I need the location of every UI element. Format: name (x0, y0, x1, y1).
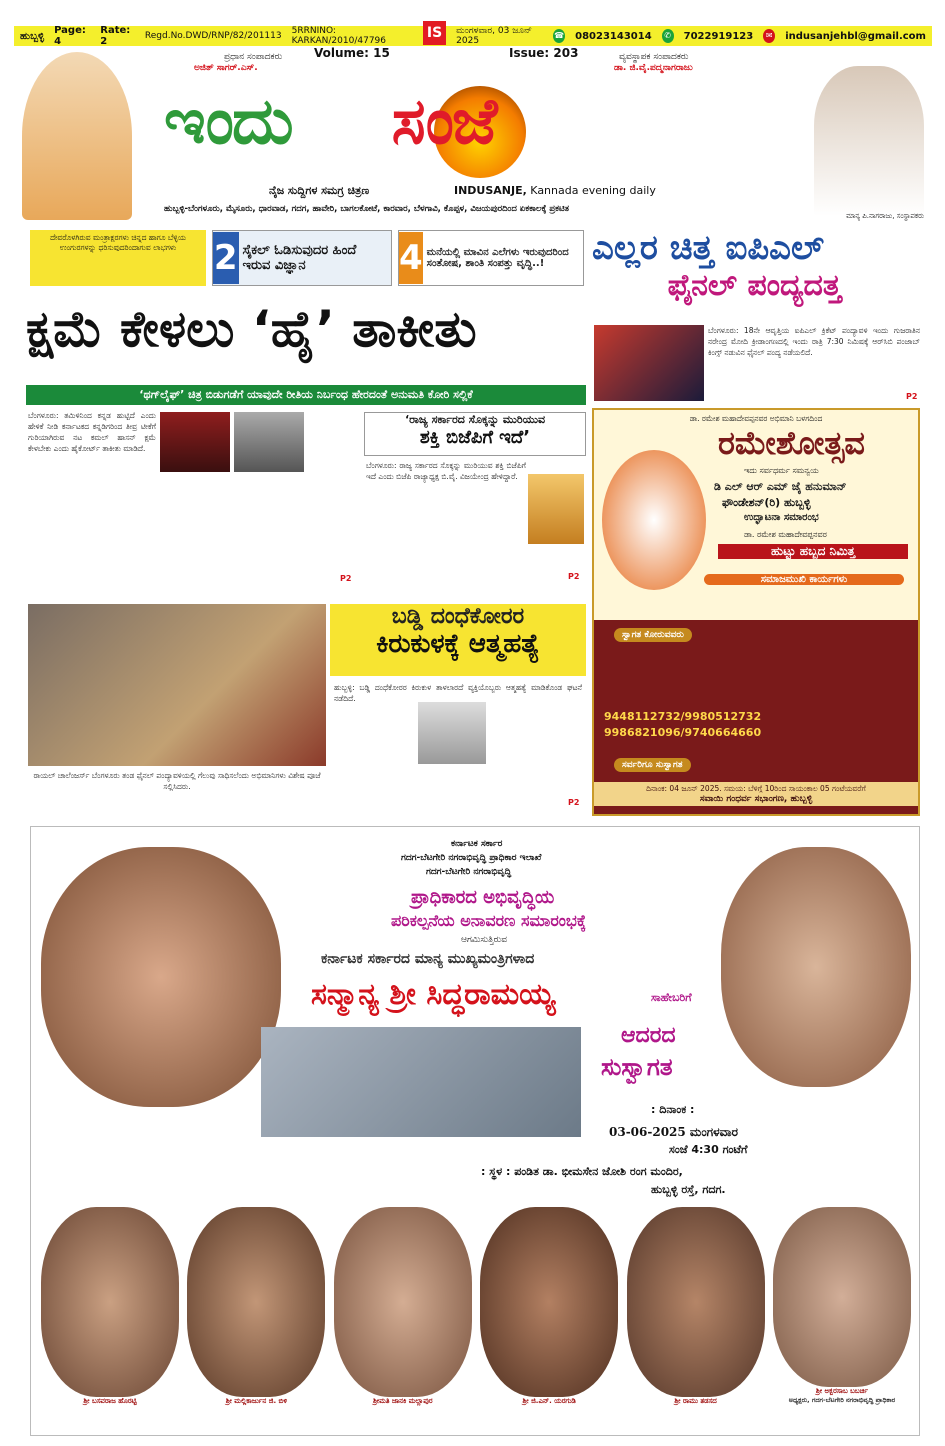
ad-swagata: ಸುಸ್ವಾಗತ (601, 1053, 673, 1081)
leader-1 (41, 1207, 179, 1432)
ramesh-name: ಡಾ. ರಮೇಶ ಮಹಾದೇವಪ್ಪನವರ (744, 530, 827, 539)
ramesh-org-1: ಡಿ ಎಲ್ ಆರ್ ಎಮ್ ಜೈ ಹನುಮಾನ್ (714, 480, 847, 493)
editor-label: ವ್ಯವಸ್ಥಾಪಕ ಸಂಪಾದಕರು (619, 52, 689, 62)
city-label: ಹುಬ್ಬಳ್ಳಿ (20, 30, 45, 42)
ramesh-bday: ಹುಟ್ಟು ಹಬ್ಬದ ನಿಮಿತ್ತ (718, 544, 908, 559)
tagline: ನೈಜ ಸುದ್ದಿಗಳ ಸಮಗ್ರ ಚಿತ್ರಣ (269, 184, 370, 197)
ramesh-welcome: ಸ್ವಾಗತ ಕೋರುವವರು (614, 628, 692, 642)
cm-photo (41, 847, 281, 1107)
teaser-3 (398, 230, 584, 286)
ad-line-4: ಕರ್ನಾಟಕ ಸರ್ಕಾರದ ಮಾನ್ಯ ಮುಖ್ಯಮಂತ್ರಿಗಳಾದ (321, 951, 535, 967)
fans-caption: ರಾಯಲ್ ಚಾಲೆಂಜರ್ಸ್ ಬೆಂಗಳೂರು ತಂಡ ಫೈನಲ್ ಪಂದ್ಯಾವಳಿಯಲ್ಲಿ ಗೆಲುವು ಸಾಧಿಸಲೆಂದು ಅಭಿಮಾನಿಗಳು ವಿಶೇಷ ಪೂಜೆ ಸಲ್ಲಿಸಿದರು. (33, 771, 321, 791)
saint-illustration (22, 52, 132, 220)
rameshotsava-ad (592, 408, 920, 816)
ipl-line-2: ಫೈನಲ್ ಪಂದ್ಯದತ್ತ (667, 268, 842, 303)
loan-headline (330, 604, 586, 676)
leaders-row (41, 1207, 911, 1432)
founder-label: ಪ್ರಧಾನ ಸಂಪಾದಕರು (224, 52, 283, 62)
ramesh-sub: ಇದು ಸರ್ವಧರ್ಮ ಸಮನ್ವಯ (744, 466, 819, 475)
email: indusanjehbl@gmail.com (785, 30, 926, 42)
ramesh-phones-2: 9986821096/9740664660 (604, 726, 762, 739)
leader-1-photo (41, 1207, 179, 1397)
bjp-headline (364, 412, 586, 456)
lead-body: ಬೆಂಗಳೂರು: ತಮಿಳಿನಿಂದ ಕನ್ನಡ ಹುಟ್ಟಿದೆ ಎಂದು ಹೇಳಿಕೆ ನೀಡಿ ಕರ್ನಾಟಕದ ಕನ್ನಡಿಗರಿಂದ ತೀವ್ರ ಟೀಕೆಗೆ ಗುರಿಯಾಗಿರುವ ನಟ ಕಮಲ್ ಹಾಸನ್ ಕ್ಷಮೆ ಕೇಳಬೇಕು ಎಂದು ಹೈಕೋರ್ಟ್ ತಾಕೀತು ಮಾಡಿದೆ. (28, 411, 156, 453)
ramesh-date: ದಿನಾಂಕ: 04 ಜೂನ್ 2025. ಸಮಯ: ಬೆಳಿಗ್ಗೆ 10ರಿಂದ ಸಾಯಂಕಾಲ 05 ಗಂಟೆಯವರೆಗೆ (646, 784, 866, 793)
teaser-2-text: ಸೈಕಲ್ ಓಡಿಸುವುದರ ಹಿಂದೆ ಇರುವ ವಿಜ್ಞಾನ (242, 243, 357, 273)
ad-time: ಸಂಜೆ 4:30 ಗಂಟೆಗೆ (669, 1143, 748, 1156)
page-number: Page: 4 (54, 25, 86, 47)
fans-pooja-photo (28, 604, 326, 766)
ad-venue-2: ಹುಬ್ಬಳ್ಳಿ ರಸ್ತೆ, ಗದಗ. (651, 1183, 726, 1196)
ad-cm-name: ಸನ್ಮಾನ್ಯ ಶ್ರೀ ಸಿದ್ಧರಾಮಯ್ಯ (311, 977, 556, 1012)
ramesh-all: ಸರ್ವರಿಗೂ ಸುಸ್ವಾಗತ (614, 758, 691, 772)
whatsapp-icon: ✆ (662, 29, 674, 43)
teaser-3-text: ಮನೆಯಲ್ಲಿ ಮಾವಿನ ಎಲೆಗಳು ಇರುವುದರಿಂದ ಸಂತೋಷ, ಶಾಂತಿ ಸಂಪತ್ತು ವೃದ್ಧಿ..! (426, 247, 569, 269)
issue: Issue: 203 (509, 46, 579, 60)
ad-venue: : ಸ್ಥಳ : ಪಂಡಿತ ಡಾ. ಭೀಮಸೇನ ಜೋಶಿ ರಂಗ ಮಂದಿರ, (481, 1165, 683, 1178)
ad-dept: ಗದಗ-ಬೆಟಗೇರಿ ನಗರಾಭಿವೃದ್ಧಿ ಪ್ರಾಧಿಕಾರ ಇಲಾಖೆ (401, 853, 542, 863)
phone-1: 08023143014 (575, 30, 652, 42)
ramesh-top: ಡಾ. ರಮೇಶ ಮಹಾದೇವಪ್ಪನವರ ಅಭಿಮಾನಿ ಬಳಗದಿಂದ (689, 414, 823, 423)
leader-6-title: ಅಧ್ಯಕ್ಷರು, ಗದಗ-ಬೆಟಗೇರಿ ನಗರಾಭಿವೃದ್ಧಿ ಪ್ರಾಧಿಕಾರ (788, 1396, 896, 1404)
leader-6-photo (773, 1207, 911, 1387)
english-name (454, 184, 656, 197)
ipl-line-1: ಎಲ್ಲರ ಚಿತ್ತ ಐಪಿಎಲ್ (592, 228, 824, 268)
vijayendra-photo (528, 474, 584, 544)
leader-2 (187, 1207, 325, 1432)
lead-headline: ಕ್ಷಮೆ ಕೇಳಲು ‘ಹೈ’ ತಾಕೀತು (26, 300, 477, 358)
ad-date: 03-06-2025 ಮಂಗಳವಾರ (609, 1125, 738, 1139)
ad-dept-2: ಗದಗ-ಬೆಟಗೇರಿ ನಗರಾಭಿವೃದ್ಧಿ (426, 867, 512, 877)
cm-welcome-ad (30, 826, 920, 1436)
founder-photo (814, 66, 924, 216)
leader-5-name: ಶ್ರೀ ರಾಮು ತಡಸದ (674, 1397, 717, 1405)
regd-number: Regd.No.DWD/RNP/82/201113 (144, 31, 282, 41)
ipl-body: ಬೆಂಗಳೂರು: 18ನೇ ಆವೃತ್ತಿಯ ಐಪಿಎಲ್ ಕ್ರಿಕೆಟ್ ಪಂದ್ಯಾವಳಿ ಇಂದು ಗುಜರಾತಿನ ನರೇಂದ್ರ ಮೋದಿ ಕ್ರೀಡಾಂಗಣದಲ್ಲಿ ಇಂದು ರಾತ್ರಿ 7:30 ನಿಮಿಷಕ್ಕೆ ಆರ್‌ಸಿಬಿ ಪಂಜಾಬ್ ಕಿಂಗ್ಸ್ ನಡುವಿನ ಫೈನಲ್ ಪಂದ್ಯ ನಡೆಯಲಿದೆ. (708, 326, 920, 357)
top-info-bar (14, 26, 932, 46)
ad-line-1: ಪ್ರಾಧಿಕಾರದ ಅಭಿವೃದ್ಧಿಯ (411, 887, 555, 908)
ad-line-3: ಆಗಮಿಸುತ್ತಿರುವ (461, 935, 507, 945)
rate: Rate: 2 (100, 25, 131, 47)
leader-3-photo (334, 1207, 472, 1397)
teaser-2 (212, 230, 392, 286)
volume: Volume: 15 (314, 46, 390, 60)
high-court-photo (160, 412, 230, 472)
bjp-page-ref: P2 (568, 572, 580, 581)
english-title: INDUSANJE, (454, 184, 527, 197)
leader-4-photo (480, 1207, 618, 1397)
rni-number: 5RRNINO: KARKAN/2010/47796 (291, 26, 386, 46)
leader-4-name: ಶ್ರೀ ಜಿ.ಎನ್. ಯರಗುಡಿ (522, 1397, 576, 1405)
loan-line-1: ಬಡ್ಡಿ ದಂಧೆಕೋರರ (391, 604, 525, 629)
ramesh-org-3: ಉದ್ಘಾಟನಾ ಸಮಾರಂಭ (744, 512, 819, 523)
victim-photo (418, 702, 486, 764)
teaser-1: ದೇವರೊಳಗಿರುವ ಮಂತ್ರಾಕ್ಷರಗಳು ಚಿನ್ನದ ಹಾಗೂ ಬೆಳ್ಳಿಯ ಉಂಗುರಗಳನ್ನು ಧರಿಸುವುದರಿಂದಾಗುವ ಲಾಭಗಳು (30, 230, 206, 286)
ramesh-photo (602, 450, 706, 590)
ramesh-title: ರಮೇಶೋತ್ಸವ (718, 424, 865, 462)
phone-2: 7022919123 (683, 30, 754, 42)
founder-caption: ಮಾನ್ಯ ಪಿ.ನಾಗರಾಜು, ಸಂಸ್ಥಾಪಕರು (846, 212, 924, 220)
title-right: ಸಂಜೆ (391, 84, 496, 159)
loan-line-2: ಕಿರುಕುಳಕ್ಕೆ ಆತ್ಮಹತ್ಯೆ (376, 629, 540, 659)
bjp-headline-1: ‘ರಾಜ್ಯ ಸರ್ಕಾರದ ಸೊಕ್ಕನ್ನು ಮುರಿಯುವ (404, 413, 546, 426)
title-left: ಇಂದು (164, 84, 292, 159)
loan-body: ಹುಬ್ಬಳ್ಳಿ: ಬಡ್ಡಿ ದಂಧೆಕೋರರ ಕಿರುಕುಳ ತಾಳಲಾರದೆ ವ್ಯಕ್ತಿಯೊಬ್ಬರು ಆತ್ಮಹತ್ಯೆ ಮಾಡಿಕೊಂಡ ಘಟನೆ ನಡೆದಿದೆ. (334, 683, 582, 703)
issue-date: ಮಂಗಳವಾರ, 03 ಜೂನ್ 2025 (456, 26, 532, 46)
ramesh-venue: ಸವಾಯಿ ಗಂಧರ್ವ ಸಭಾಂಗಣ, ಹುಬ್ಬಳ್ಳಿ (699, 794, 813, 804)
project-render (261, 1027, 581, 1137)
ad-saheb: ಸಾಹೇಬರಿಗೆ (651, 991, 692, 1004)
ad-line-2: ಪರಿಕಲ್ಪನೆಯ ಅನಾವರಣ ಸಮಾರಂಭಕ್ಕೆ (391, 911, 587, 930)
ipl-players-photo (594, 325, 704, 401)
ramesh-social: ಸಮಾಜಮುಖಿ ಕಾರ್ಯಗಳು (704, 574, 904, 585)
kamal-haasan-photo (234, 412, 304, 472)
leader-6-name: ಶ್ರೀ ಅಕ್ಬರಸಾಬ ಬಬರ್ಚಿ (815, 1387, 868, 1395)
leader-5 (627, 1207, 765, 1432)
masthead (14, 46, 932, 226)
newspaper-title (164, 84, 496, 159)
ipl-page-ref: P2 (906, 392, 918, 401)
ramesh-footer (594, 782, 918, 806)
ad-gov: ಕರ್ನಾಟಕ ಸರ್ಕಾರ (451, 839, 503, 849)
leader-3 (334, 1207, 472, 1432)
teaser-3-number: 4 (399, 232, 423, 284)
bjp-body: ಬೆಂಗಳೂರು: ರಾಜ್ಯ ಸರ್ಕಾರದ ಸೊಕ್ಕನ್ನು ಮುರಿಯುವ ಶಕ್ತಿ ಬಿಜೆಪಿಗೆ ಇದೆ ಎಂದು ಬಿಜೆಪಿ ರಾಜ್ಯಾಧ್ಯಕ್ಷ ಬಿ.ವೈ. ವಿಜಯೇಂದ್ರ ಹೇಳಿದ್ದಾರೆ. (366, 461, 526, 481)
leader-4 (480, 1207, 618, 1432)
mail-icon: ✉ (763, 29, 775, 43)
lead-page-ref: P2 (340, 574, 352, 583)
ad-date-label: : ದಿನಾಂಕ : (651, 1103, 695, 1116)
leader-3-name: ಶ್ರೀಮತಿ ಜಾನಕಿ ಮಲ್ಲಾಪುರ (372, 1397, 433, 1405)
editions: ಹುಬ್ಬಳ್ಳಿ-ಬೆಂಗಳೂರು, ಮೈಸೂರು, ಧಾರವಾಡ, ಗದಗ, ಹಾವೇರಿ, ಬಾಗಲಕೋಟೆ, ಕಾರವಾರ, ಬೆಳಗಾವಿ, ಕೊಪ್ಪಳ, ವಿಜಯಪುರದಿಂದ ಏಕಕಾಲಕ್ಕೆ ಪ್ರಕಟಿತ (164, 204, 570, 214)
founder: ಅಜಿತ್ ಸಾಗರ್.ಎಸ್. (194, 63, 258, 73)
ramesh-org-2: ಫೌಂಡೇಶನ್(ರಿ) ಹುಬ್ಬಳ್ಳಿ (722, 496, 811, 509)
is-logo: IS (423, 21, 446, 45)
teaser-2-number: 2 (213, 232, 239, 284)
minister-photo (721, 847, 911, 1087)
leader-6 (773, 1207, 911, 1432)
english-sub: Kannada evening daily (530, 184, 656, 197)
ramesh-phones-1: 9448112732/9980512732 (604, 710, 762, 723)
leader-2-name: ಶ್ರೀ ಮಲ್ಲಿಕಾರ್ಜುನ ಜಿ. ಬಿಳಿ (225, 1397, 288, 1405)
bjp-headline-2: ಶಕ್ತಿ ಬಿಜೆಪಿಗೆ ಇದೆ’ (419, 427, 531, 448)
lead-deck: ‘ಥಗ್‌ಲೈಫ್’ ಚಿತ್ರ ಬಿಡುಗಡೆಗೆ ಯಾವುದೇ ರೀತಿಯ ನಿರ್ಬಂಧ ಹೇರದಂತೆ ಅನುಮತಿ ಕೋರಿ ಸಲ್ಲಿಕೆ (26, 385, 586, 405)
phone-icon: ☎ (553, 29, 565, 43)
editor: ಡಾ. ಜಿ.ವೈ.ಪದ್ಮನಾಗರಾಜು (614, 63, 693, 73)
rameshotsava-header (594, 410, 918, 620)
ipl-headline-box (592, 228, 917, 322)
leader-5-photo (627, 1207, 765, 1397)
loan-page-ref: P2 (568, 798, 580, 807)
leader-2-photo (187, 1207, 325, 1397)
ad-adarada: ಆದರದ (621, 1023, 676, 1048)
leader-1-name: ಶ್ರೀ ಬಸವರಾಜ ಹೊರಟ್ಟಿ (83, 1397, 137, 1405)
